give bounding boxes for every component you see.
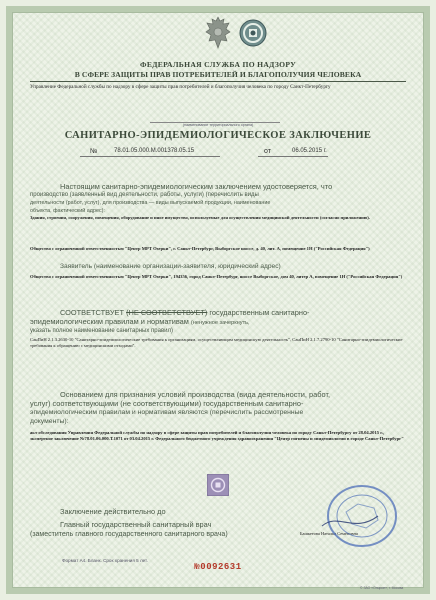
intro-line-1: Настоящим санитарно-эпидемиологическим заключением удостоверяется, что	[60, 182, 333, 191]
agency-name-line2: В СФЕРЕ ЗАЩИТЫ ПРАВ ПОТРЕБИТЕЛЕЙ И БЛАГОПОЛУЧИЯ ЧЕЛОВЕКА	[74, 70, 362, 79]
conclusion-date: 06.05.2015 г.	[292, 148, 327, 154]
territorial-office-caption: (наименование территориального органа)	[182, 123, 254, 127]
intro-line-3: деятельности (работ, услуг), для производства — виды выпускаемой продукции, наименование	[30, 200, 271, 206]
conformity-line-2	[30, 318, 410, 327]
conformity-note: (ненужное зачеркнуть,	[190, 320, 250, 326]
serial-number-box	[150, 556, 286, 570]
agency-name-line1: ФЕДЕРАЛЬНАЯ СЛУЖБА ПО НАДЗОРУ	[140, 60, 296, 69]
validity-label: Заключение действительно до	[60, 507, 166, 516]
basis-documents: акт обследования Управления Федеральной службы по надзору в сфере защиты прав потребителей и благополучия человека по городу Санкт-Петербургу от 28.04.2015 г., экспертное заключение №78.01.06.000.Т.1071 от 03.04.2015 г. Федерального бюджетного учреждения здравоохранения "Центр гигиены и эпидемиологии в городе Санкт-Петербург"	[30, 430, 404, 441]
state-emblem-icon	[203, 14, 233, 52]
rospotrebnadzor-logo-icon	[238, 18, 268, 48]
conformity-rules-text: эпидемиологическим правилам и нормативам	[30, 317, 189, 326]
official-stamp-icon	[318, 482, 402, 552]
territorial-office: Управление Федеральной службы по надзору в сфере защиты прав потребителей и благополучия человека по городу Санкт-Петербургу	[30, 84, 331, 90]
signatory-title-line1: Главный государственный санитарный врач	[60, 520, 212, 529]
conformity-rest: государственным санитарно-	[209, 308, 310, 317]
basis-line-3: эпидемиологическим правилам и нормативам являются (перечислить рассмотренные	[30, 409, 304, 416]
document-title: САНИТАРНО-ЭПИДЕМИОЛОГИЧЕСКОЕ ЗАКЛЮЧЕНИЕ	[64, 130, 372, 141]
organization-address: Общество с ограниченной ответственностью "Центр МРТ Озерки", г. Санкт-Петербург, Выборгское шоссе, д. 40, лит. А, помещение 1Н ("Российская Федерация")	[30, 246, 370, 251]
signatory-name: Башкетова Наталья Семёновна	[300, 531, 358, 536]
date-underline	[258, 156, 328, 157]
applicant-label: Заявитель (наименование организации-заявителя, юридический адрес)	[60, 263, 281, 270]
intro-line-4: объекта, фактический адрес):	[30, 208, 105, 214]
number-underline	[80, 156, 220, 157]
sanitary-rules-list: СанПиН 2.1.3.2630-10 "Санитарно-эпидемиологические требования к организациям, осуществляющим медицинскую деятельность", СанПиН 2.1.7.2790-10 "Санитарно-эпидемиологические требования к обращению с медицинскими отходами".	[30, 337, 403, 348]
hologram-seal-icon	[207, 474, 229, 496]
signatory-title-line2: (заместитель главного государственного санитарного врача)	[30, 531, 228, 538]
printer-imprint: © ЗАО «Опцион», г. Москва	[360, 586, 404, 590]
basis-line-1: Основанием для признания условий производства (вида деятельности, работ,	[60, 390, 331, 399]
not-complies-label: (НЕ СООТВЕТСТВУЕТ)	[126, 308, 208, 317]
complies-label: СООТВЕТСТВУЕТ	[60, 308, 124, 317]
serial-number: №0092631	[194, 562, 242, 572]
header-divider	[30, 81, 406, 82]
intro-line-2: производство (заявленный вид деятельности, работы, услуги) (перечислить виды	[30, 192, 259, 198]
basis-line-2: услуг) соответствующими (не соответствующими) государственным санитарно-	[30, 399, 304, 408]
activity-description: Здания, строения, сооружения, помещения, оборудование и иное имущество, используемые для осуществления медицинской деятельности (согласно приложению).	[30, 215, 370, 220]
form-format-note: Формат А4. Бланк. Срок хранения 5 лет.	[62, 558, 148, 563]
basis-line-4: документы):	[30, 418, 69, 425]
number-sign: №	[90, 148, 98, 155]
date-label: от	[264, 148, 271, 155]
applicant-details: Общество с ограниченной ответственностью "Центр МРТ Озерки", 194356, город Санкт-Петербург, шоссе Выборгское, дом 40, литер А, помещение 1Н ("Российская Федерация")	[30, 274, 403, 279]
conformity-line-3: указать полное наименование санитарных правил)	[30, 328, 173, 334]
conclusion-number: 78.01.05.000.М.001378.05.15	[114, 148, 195, 154]
